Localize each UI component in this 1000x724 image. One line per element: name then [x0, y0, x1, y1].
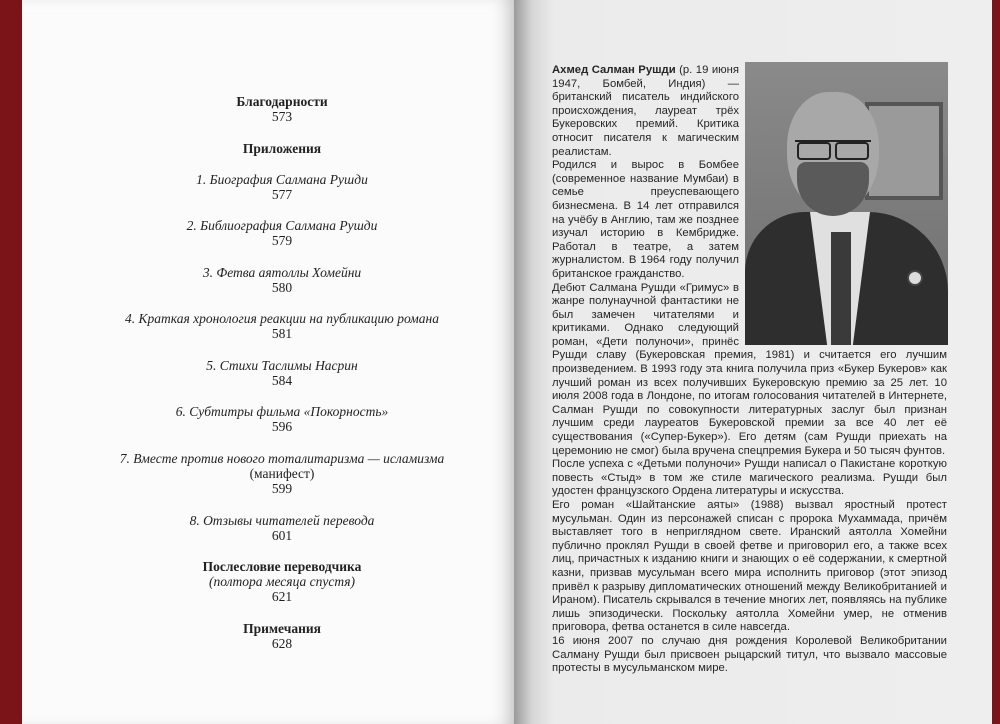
toc-title: 1. Биография Салмана Рушди [196, 171, 368, 187]
toc-title: 5. Стихи Таслимы Насрин [206, 357, 358, 373]
toc-heading: Послесловие переводчика [202, 559, 362, 574]
bio-paragraph: Его роман «Шайтанские аяты» (1988) вызвал яростный протест мусульман. Один из персонажей списан с пророка Мухаммада, причём выставляет того в неприглядном свете. Иранский аятолла Хомейни публично проклял Рушди в своей фетве и приговорил его, а также всех лиц, причастных к изданию книги и знающих о её содержании, к смертной казни, призвав мусульман всего мира исполнить приговор (этот эпизод привёл к разрыву дипломатических отношений между Великобританией и Ираном). Писатель скрывался в течение многих лет, появляясь на публике лишь эпизодически. Поскольку аятолла Хомейни умер, не отменив приговора, фетва останется в силе навсегда. [552, 499, 947, 634]
bio-paragraph: Ахмед Салман Рушди (р. 19 июня 1947, Бомбей, Индия) — британский писатель индийского происхождения, лауреат трёх Букеровских премий. Критика относит писателя к магическим реалистам. [552, 64, 740, 158]
toc-page: 584 [271, 372, 293, 388]
toc-heading: Благодарности [236, 94, 328, 109]
toc-entry [62, 94, 502, 125]
toc-page: 599 [271, 481, 293, 496]
toc-title: 7. Вместе против нового тоталитаризма — исламизма [119, 450, 445, 466]
toc-page: 621 [271, 589, 293, 604]
toc-title: 6. Субтитры фильма «Покорность» [175, 404, 389, 419]
bio-paragraph: После успеха с «Детьми полуночи» Рушди написал о Пакистане короткую повесть «Стыд» в том же стиле магического реализма. Рушди был удостен французского Ордена литературы и искусства. [552, 458, 947, 498]
toc-title: 2. Библиография Салмана Рушди [186, 218, 378, 233]
author-name: Ахмед Салман Рушди [552, 64, 676, 76]
toc-heading: Приложения [242, 140, 322, 156]
toc-title: 3. Фетва аятоллы Хомейни [202, 264, 362, 280]
toc-heading: Примечания [243, 620, 321, 636]
toc-page: 580 [271, 279, 293, 295]
bio-paragraph: Дебют Салмана Рушди «Гримус» в жанре полунаучной фантастики не был замечен читателями и критиками. Однако следующий роман, «Дети полуночи», принёс Рушди славу (Букеровская премия, 1981) и считается его лучшим произведением. В 1993 году эта книга получила приз «Букер Букеров» как лучший роман из всех получивших Букеровскую премию за 25 лет. 10 июля 2008 года в Лондоне, по итогам голосования читателей в Интернете, Салман Рушди по совокупности литературных заслуг был признан лучшим среди лауреатов Букеровской премии за все 40 лет её существования («Супер-Букер»). Его детям (сам Рушди приехать на церемонию не смог) была вручена спецпремия Букера и 50 тысяч фунтов. [552, 281, 947, 457]
toc-title: 4. Краткая хронология реакции на публикацию романа [125, 311, 439, 326]
bio-paragraph: 16 июня 2007 по случаю дня рождения Королевой Великобритании Салману Рушди был присвоен рыцарский титул, что вызвало массовые протесты в мусульманском мире. [552, 634, 947, 675]
toc-page: 628 [271, 635, 293, 651]
biography [552, 64, 947, 676]
toc-subtitle: (полтора месяца спустя) [208, 574, 356, 589]
author-photo [745, 62, 948, 345]
toc-page: 579 [271, 233, 293, 248]
left-page [22, 0, 514, 724]
toc-page: 577 [271, 186, 293, 202]
toc-page: 573 [271, 109, 293, 124]
right-page [514, 0, 992, 724]
table-of-contents [62, 94, 502, 667]
toc-page: 581 [271, 326, 293, 341]
toc-page: 596 [271, 419, 293, 434]
toc-title: 8. Отзывы читателей перевода [189, 512, 375, 528]
toc-page: 601 [271, 527, 293, 543]
toc-entry [62, 141, 502, 156]
bio-paragraph: Родился и вырос в Бомбее (современное название Мумбаи) в семье преуспевающего бизнесмена. В 14 лет отправился на учёбу в Англию, там же позднее изучал историю в Кембридже. Работал в театре, а затем журналистом. В 1964 году получил британское гражданство. [552, 159, 739, 280]
toc-title-cont: (манифест) [249, 465, 315, 481]
